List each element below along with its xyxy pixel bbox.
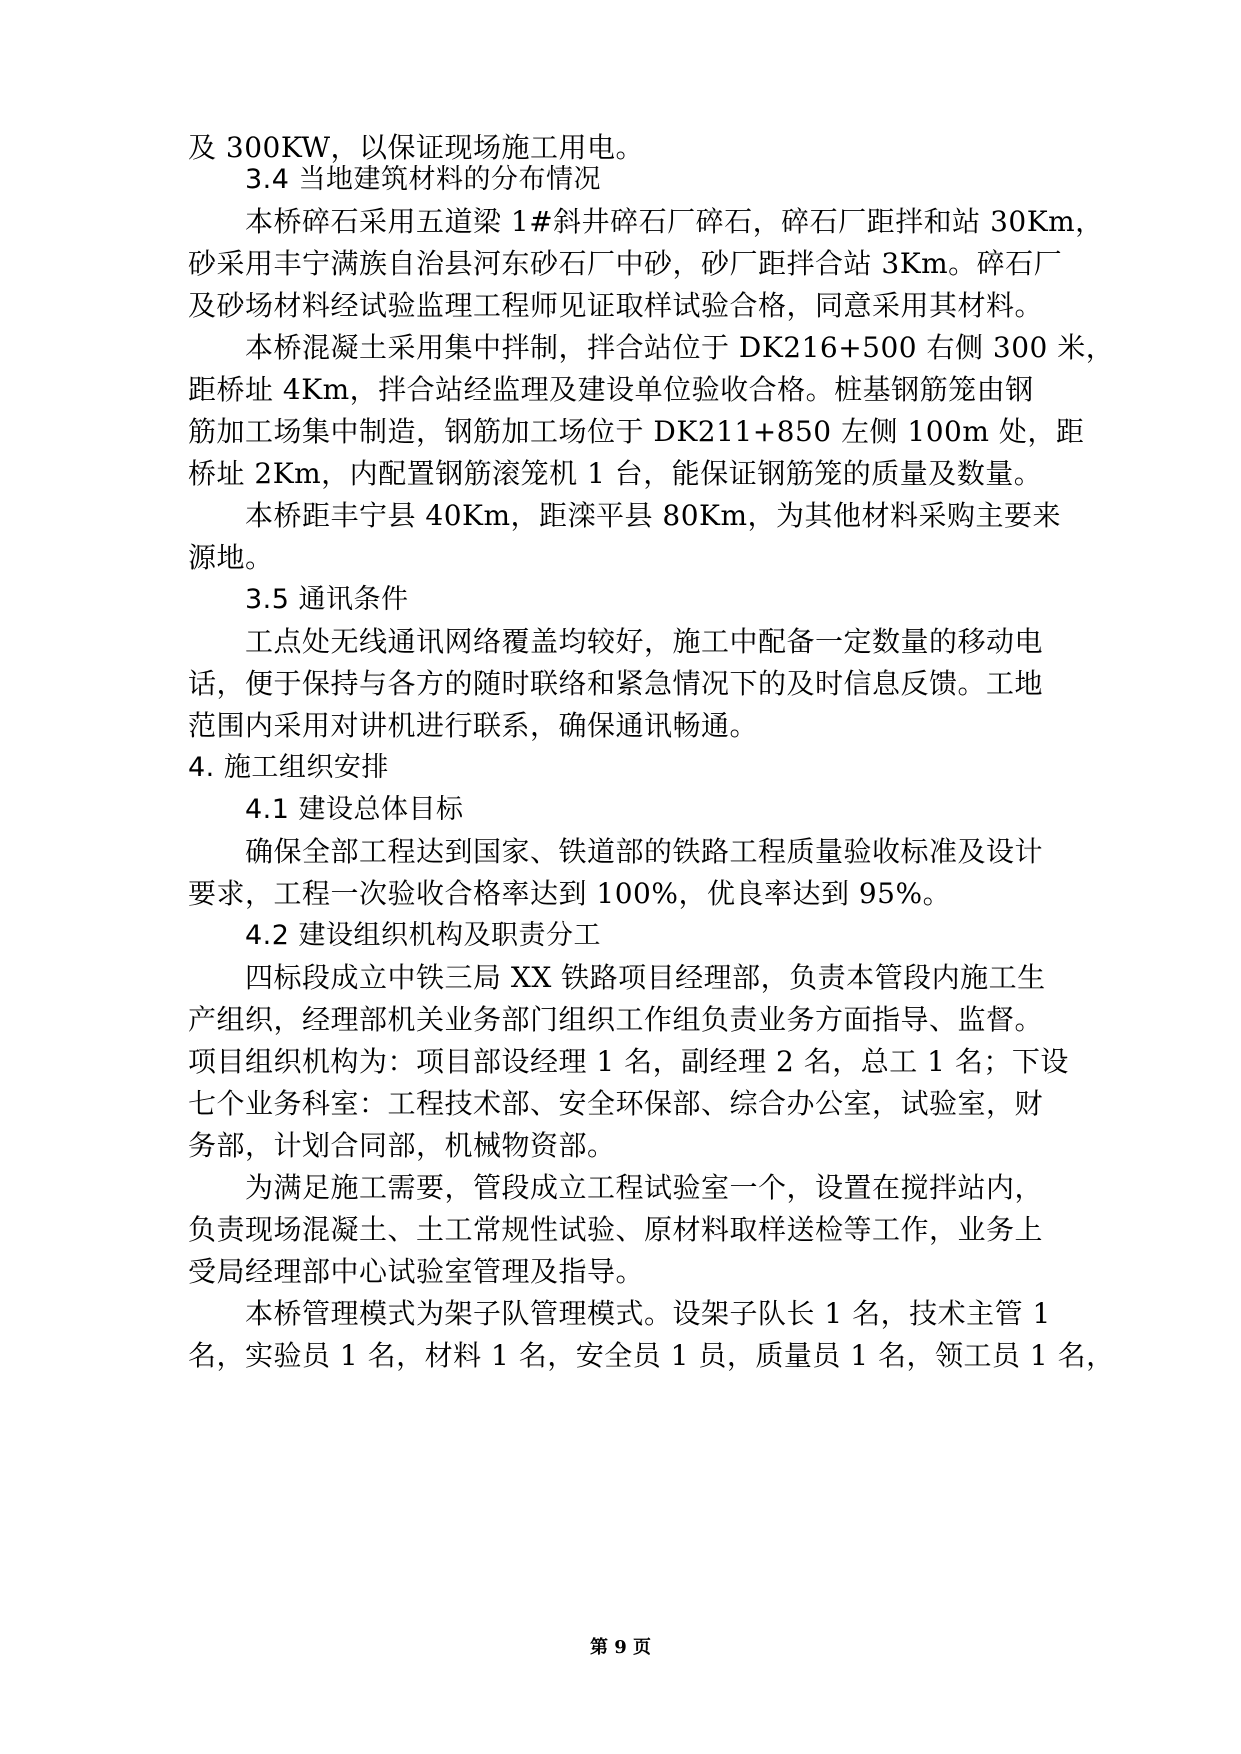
page-number: 第 9 页 (589, 1637, 652, 1658)
body-text-line: 本桥碎石采用五道梁 1#斜井碎石厂碎石，碎石厂距拌和站 30Km， (245, 205, 1104, 238)
body-text-line: 及 300KW，以保证现场施工用电。 (188, 131, 645, 164)
body-text-line: 筋加工场集中制造，钢筋加工场位于 DK211+850 左侧 100m 处，距 (188, 415, 1085, 448)
section-heading-3-5: 3.5 通讯条件 (245, 584, 409, 615)
body-text-line: 本桥混凝土采用集中拌制，拌合站位于 DK216+500 右侧 300 米， (245, 331, 1115, 364)
body-text-line: 名，实验员 1 名，材料 1 名，安全员 1 员，质量员 1 名，领工员 1 名， (188, 1339, 1115, 1372)
body-text-line: 距桥址 4Km，拌合站经监理及建设单位验收合格。桩基钢筋笼由钢 (188, 373, 1034, 406)
body-text-line: 桥址 2Km，内配置钢筋滚笼机 1 台，能保证钢筋笼的质量及数量。 (188, 457, 1043, 490)
section-heading-3-4: 3.4 当地建筑材料的分布情况 (245, 164, 602, 195)
body-text-line: 话，便于保持与各方的随时联络和紧急情况下的及时信息反馈。工地 (188, 667, 1044, 700)
body-text-line: 七个业务科室：工程技术部、安全环保部、综合办公室，试验室，财 (188, 1087, 1044, 1120)
body-text-line: 务部，计划合同部，机械物资部。 (188, 1129, 616, 1162)
chapter-heading-4: 4. 施工组织安排 (188, 752, 389, 783)
body-text-line: 受局经理部中心试验室管理及指导。 (188, 1255, 645, 1288)
body-text-line: 及砂场材料经试验监理工程师见证取样试验合格，同意采用其材料。 (188, 289, 1044, 322)
section-heading-4-1: 4.1 建设总体目标 (245, 794, 464, 825)
body-text-line: 项目组织机构为：项目部设经理 1 名，副经理 2 名，总工 1 名；下设 (188, 1045, 1069, 1078)
body-text-line: 砂采用丰宁满族自治县河东砂石厂中砂，砂厂距拌合站 3Km。碎石厂 (188, 247, 1063, 280)
body-text-line: 工点处无线通讯网络覆盖均较好，施工中配备一定数量的移动电 (245, 625, 1044, 658)
body-text-line: 范围内采用对讲机进行联系，确保通讯畅通。 (188, 709, 759, 742)
section-heading-4-2: 4.2 建设组织机构及职责分工 (245, 920, 602, 951)
body-text-line: 产组织，经理部机关业务部门组织工作组负责业务方面指导、监督。 (188, 1003, 1044, 1036)
body-text-line: 确保全部工程达到国家、铁道部的铁路工程质量验收标准及设计 (245, 835, 1044, 868)
body-text-line: 四标段成立中铁三局 XX 铁路项目经理部，负责本管段内施工生 (245, 961, 1046, 994)
body-text-line: 本桥管理模式为架子队管理模式。设架子队长 1 名，技术主管 1 (245, 1297, 1051, 1330)
body-text-line: 源地。 (188, 541, 274, 574)
body-text-line: 为满足施工需要，管段成立工程试验室一个，设置在搅拌站内， (245, 1171, 1044, 1204)
body-text-line: 要求，工程一次验收合格率达到 100%，优良率达到 95%。 (188, 877, 952, 910)
body-text-line: 负责现场混凝土、土工常规性试验、原材料取样送检等工作，业务上 (188, 1213, 1044, 1246)
body-text-line: 本桥距丰宁县 40Km，距滦平县 80Km，为其他材料采购主要来 (245, 499, 1061, 532)
